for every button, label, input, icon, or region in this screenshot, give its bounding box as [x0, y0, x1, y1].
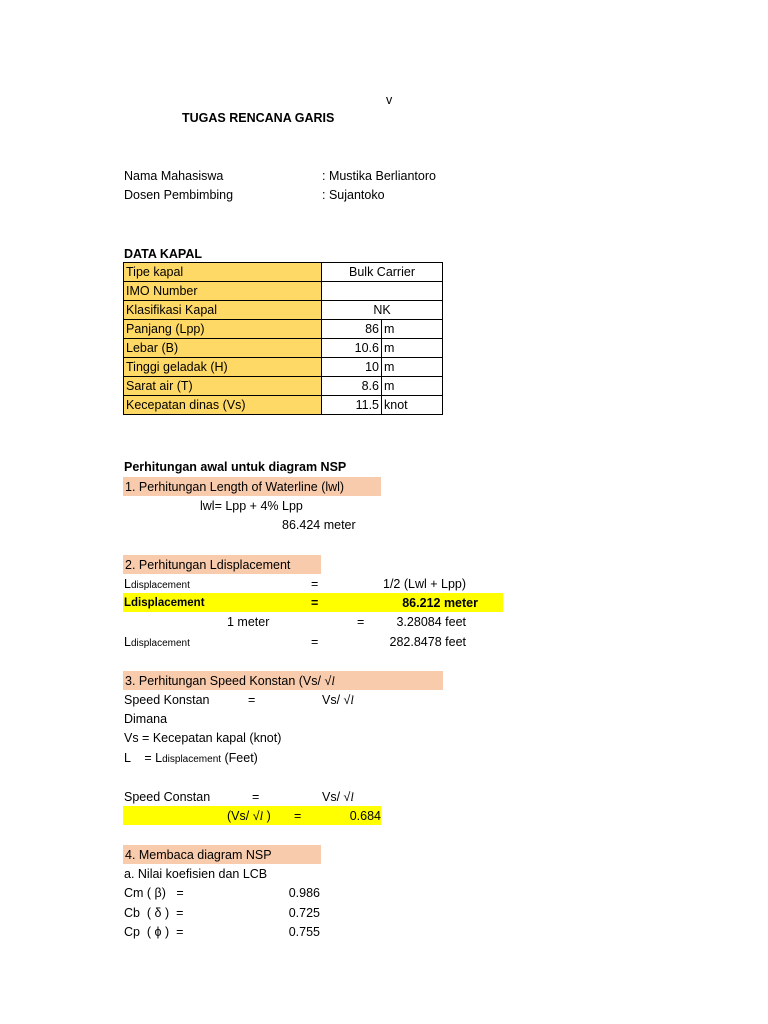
row-label: IMO Number	[124, 282, 322, 301]
equals-sign: =	[252, 790, 260, 804]
student-label: Nama Mahasiswa	[124, 169, 224, 183]
sqrt-icon: √	[343, 790, 351, 804]
equals-sign: =	[294, 809, 302, 823]
ldisp-meter-value: 86.212 meter	[402, 596, 478, 610]
row-label: Tinggi geladak (H)	[124, 358, 322, 377]
sqrt-icon: √	[324, 674, 332, 688]
top-mark: v	[386, 93, 393, 107]
table-row	[124, 282, 443, 301]
row-value: Bulk Carrier	[322, 263, 443, 282]
table-row	[124, 320, 443, 339]
table-row	[124, 358, 443, 377]
row-value	[322, 282, 443, 301]
section-2-title: 2. Perhitungan Ldisplacement	[125, 558, 291, 572]
ldisp-label-1: Ldisplacement	[124, 577, 190, 591]
row-unit: m	[382, 377, 443, 396]
section-1-title: 1. Perhitungan Length of Waterline (lwl)	[125, 480, 345, 494]
row-value: 10	[322, 358, 382, 377]
row-unit: m	[382, 320, 443, 339]
speed-constan-formula: Vs/ √l	[322, 790, 354, 804]
speed-constan-label: Speed Constan	[124, 790, 211, 804]
speed-konstan-label: Speed Konstan	[124, 693, 210, 707]
data-kapal-table	[123, 262, 443, 415]
row-value: 86	[322, 320, 382, 339]
row-value: NK	[322, 301, 443, 320]
section-3-title: 3. Perhitungan Speed Konstan (Vs/ √l	[125, 674, 335, 688]
lwl-formula: lwl= Lpp + 4% Lpp	[200, 499, 303, 513]
row-label: Sarat air (T)	[124, 377, 322, 396]
sqrt-icon: √	[343, 693, 351, 707]
l-definition: L = Ldisplacement (Feet)	[124, 751, 258, 765]
coef-label-cb: Cb ( δ ) =	[124, 906, 184, 920]
ratio-expression: (Vs/ √l )	[227, 809, 271, 823]
ldisp-label-4: Ldisplacement	[124, 635, 190, 649]
table-row	[124, 339, 443, 358]
row-label: Tipe kapal	[124, 263, 322, 282]
row-label: Panjang (Lpp)	[124, 320, 322, 339]
conv-left: 1 meter	[227, 615, 270, 629]
equals-sign: =	[311, 635, 319, 649]
coef-value-cm: 0.986	[288, 886, 320, 900]
row-unit: m	[382, 358, 443, 377]
row-label: Klasifikasi Kapal	[124, 301, 322, 320]
ldisp-formula: 1/2 (Lwl + Lpp)	[383, 577, 467, 591]
equals-sign: =	[311, 577, 319, 591]
section-4-title: 4. Membaca diagram NSP	[125, 848, 272, 862]
dimana-label: Dimana	[124, 712, 168, 726]
student-value: : Mustika Berliantoro	[322, 169, 436, 183]
table-row	[124, 396, 443, 415]
section-4-subtitle: a. Nilai koefisien dan LCB	[124, 867, 268, 881]
equals-sign: =	[248, 693, 256, 707]
coef-value-cb: 0.725	[288, 906, 320, 920]
advisor-value: : Sujantoko	[322, 188, 385, 202]
data-kapal-heading: DATA KAPAL	[124, 247, 202, 261]
coef-label-cm: Cm ( β) =	[124, 886, 184, 900]
page-title: TUGAS RENCANA GARIS	[182, 111, 335, 125]
vs-definition: Vs = Kecepatan kapal (knot)	[124, 731, 282, 745]
advisor-label: Dosen Pembimbing	[124, 188, 234, 202]
row-unit: knot	[382, 396, 443, 415]
sqrt-icon: √	[252, 809, 260, 823]
calc-heading: Perhitungan awal untuk diagram NSP	[124, 460, 347, 474]
ldisp-label-2: Ldisplacement	[124, 597, 205, 609]
equals-sign: =	[311, 596, 319, 610]
row-value: 8.6	[322, 377, 382, 396]
table-row	[124, 377, 443, 396]
table-row	[124, 301, 443, 320]
coef-value-cp: 0.755	[288, 925, 320, 939]
ldisp-feet-value: 282.8478 feet	[389, 635, 466, 649]
speed-konstan-formula: Vs/ √l	[322, 693, 354, 707]
conv-value: 3.28084 feet	[396, 615, 466, 629]
row-value: 10.6	[322, 339, 382, 358]
row-unit: m	[382, 339, 443, 358]
row-value: 11.5	[322, 396, 382, 415]
coef-label-cp: Cp ( ϕ ) =	[124, 925, 184, 939]
equals-sign: =	[357, 615, 365, 629]
row-label: Lebar (B)	[124, 339, 322, 358]
lwl-result: 86.424 meter	[282, 518, 356, 532]
ratio-value: 0.684	[349, 809, 381, 823]
row-label: Kecepatan dinas (Vs)	[124, 396, 322, 415]
table-row	[124, 263, 443, 282]
